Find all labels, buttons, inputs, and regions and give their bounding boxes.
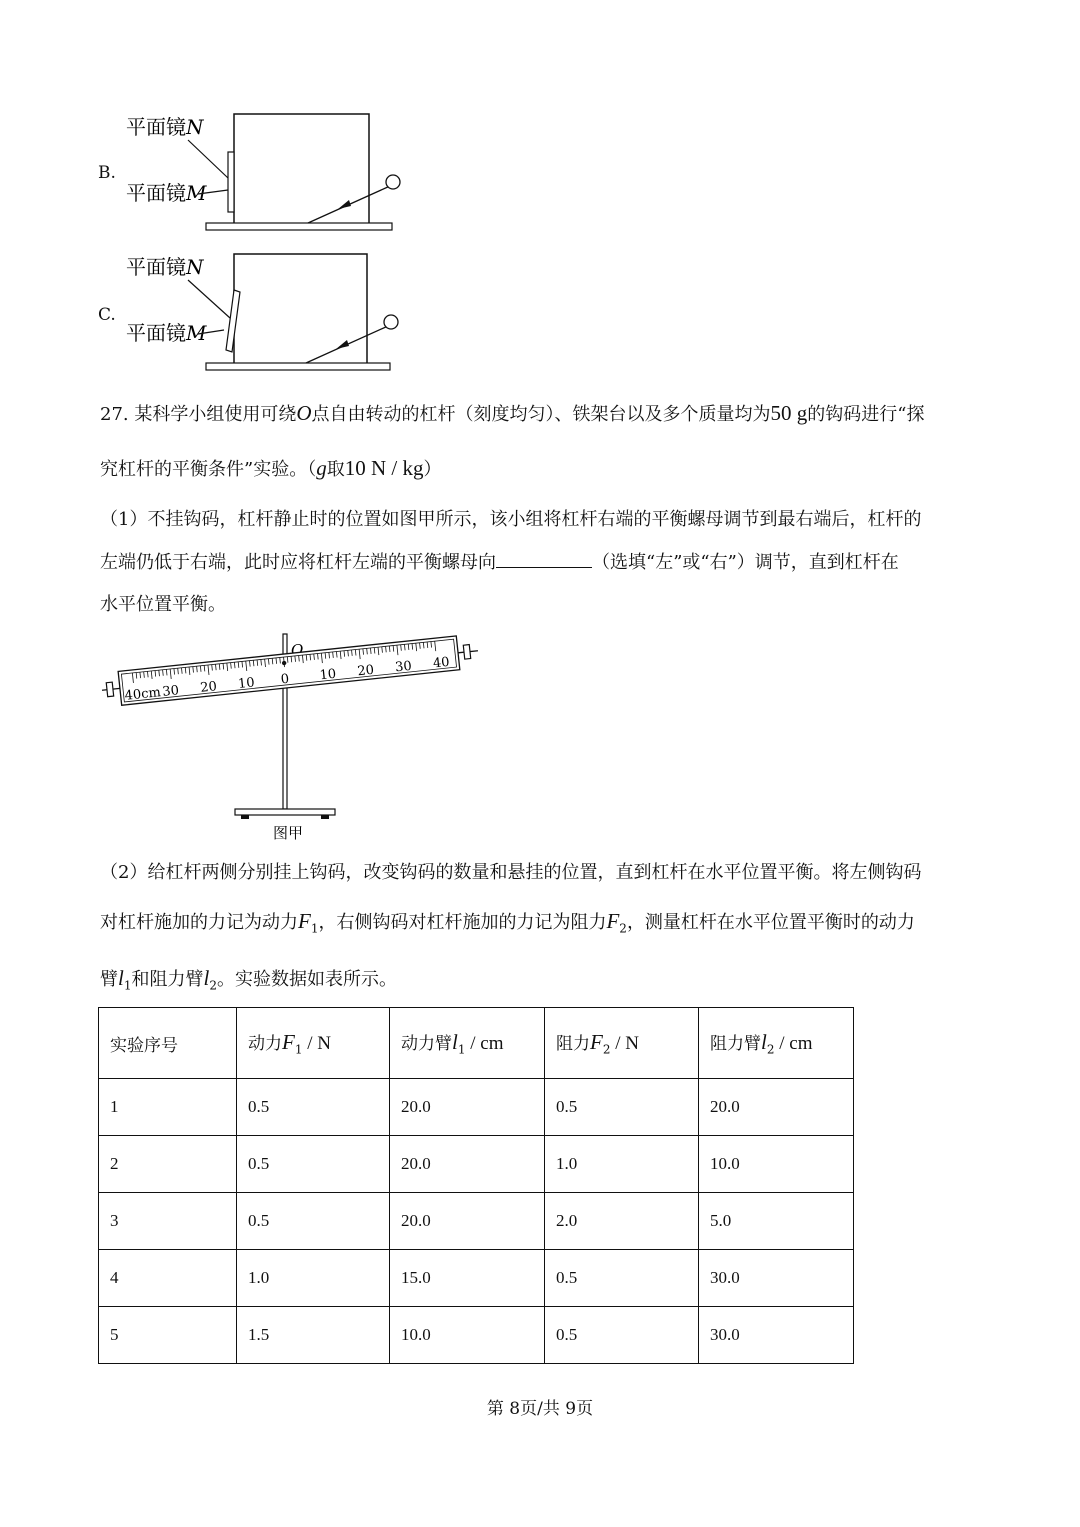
balance-nut-right — [463, 645, 470, 660]
scale-label-left-30: 30 — [161, 683, 180, 700]
mirror-n-label-c: 平面镜N — [126, 255, 204, 279]
scale-label-left-40cm: 40cm — [123, 685, 162, 704]
header-load-arm: 阻力臂$l_2$ / cm — [699, 1008, 854, 1079]
table-cell: 4 — [99, 1250, 237, 1307]
page-footer: 第 8页/共 9页 — [486, 1399, 594, 1419]
table-cell: 2 — [99, 1136, 237, 1193]
header-effort-arm: 动力臂$l_1$ / cm — [390, 1008, 545, 1079]
ray-arrow-b — [338, 200, 351, 209]
stand-foot-right — [321, 815, 329, 819]
pivot-label: O — [291, 641, 304, 659]
part1-line3: 水平位置平衡。 — [100, 594, 226, 615]
table-cell: 30.0 — [699, 1250, 854, 1307]
table-cell: 1.5 — [237, 1307, 390, 1364]
table-cell: 2.0 — [545, 1193, 699, 1250]
scale-label-left-10: 10 — [237, 675, 256, 692]
table-row — [99, 1079, 854, 1136]
table-cell: 1.0 — [237, 1250, 390, 1307]
scale-label-left-20: 20 — [199, 679, 218, 696]
ray-arrow-c — [336, 340, 349, 349]
question-number: 27. — [100, 404, 129, 425]
question-27-intro-line1: 27. 某科学小组使用可绕O点自由转动的杠杆（刻度均匀）、铁架台以及多个质量均为50 g的钩码进行“探 — [100, 401, 925, 425]
part2-line1: （2）给杠杆两侧分别挂上钩码，改变钩码的数量和悬挂的位置，直到杠杆在水平位置平衡。将左侧钩码 — [100, 862, 922, 883]
answer-blank[interactable] — [496, 553, 592, 568]
mirror-m-label-b: 平面镜M — [126, 181, 207, 205]
header-trial-no: 实验序号 — [99, 1008, 237, 1079]
table-cell: 20.0 — [390, 1193, 545, 1250]
figure-option-b — [120, 110, 410, 235]
experiment-data-table — [98, 1007, 854, 1364]
part1-line1: （1）不挂钩码，杠杆静止时的位置如图甲所示，该小组将杠杆右端的平衡螺母调节到最右端后，杠杆的 — [100, 509, 922, 530]
scale-label-right-20: 20 — [356, 662, 375, 680]
part2-line3: 臂$l_1$和阻力臂$l_2$。实验数据如表所示。 — [100, 966, 397, 993]
scale-label-right-30: 30 — [394, 658, 413, 676]
table-row — [99, 1307, 854, 1364]
mirror-n-label-b: 平面镜N — [126, 115, 204, 139]
table-row — [99, 1136, 854, 1193]
figure-lever — [95, 628, 490, 843]
scale-label-right-40: 40 — [432, 654, 451, 672]
table-cell: 0.5 — [237, 1193, 390, 1250]
leader-line-n-c — [188, 280, 230, 318]
box-c — [234, 254, 367, 365]
mirror-b — [228, 152, 234, 212]
table-cell: 1.0 — [545, 1136, 699, 1193]
table-header-row — [99, 1008, 854, 1079]
table-row — [99, 1193, 854, 1250]
table-cell: 20.0 — [390, 1136, 545, 1193]
leader-line-n-b — [188, 140, 228, 178]
table-cell: 10.0 — [699, 1136, 854, 1193]
option-c-label: C. — [98, 305, 116, 325]
table-cell: 30.0 — [699, 1307, 854, 1364]
base-plate-c — [206, 363, 390, 370]
part1-line2: 左端仍低于右端，此时应将杠杆左端的平衡螺母向 （选填“左”或“右”）调节，直到杠杆在 — [100, 552, 899, 573]
table-cell: 5 — [99, 1307, 237, 1364]
stand-base — [235, 809, 335, 815]
table-cell: 15.0 — [390, 1250, 545, 1307]
lever-bar — [100, 634, 479, 707]
table-cell: 0.5 — [545, 1079, 699, 1136]
base-plate-b — [206, 223, 392, 230]
light-source-b — [386, 175, 400, 189]
table-cell: 0.5 — [545, 1307, 699, 1364]
table-cell: 20.0 — [699, 1079, 854, 1136]
scale-label-right-10: 10 — [318, 666, 337, 684]
scale-label-zero: 0 — [280, 671, 290, 688]
light-source-c — [384, 315, 398, 329]
figure-caption: 图甲 — [273, 824, 304, 842]
stand-foot-left — [241, 815, 249, 819]
mirror-m-label-c: 平面镜M — [126, 321, 207, 345]
header-load-force: 阻力$F_2$ / N — [545, 1008, 699, 1079]
table-cell: 5.0 — [699, 1193, 854, 1250]
header-effort-force: 动力$F_1$ / N — [237, 1008, 390, 1079]
table-cell: 1 — [99, 1079, 237, 1136]
box-b — [234, 114, 369, 225]
question-27-intro-line2: 究杠杆的平衡条件”实验。（g取10 N / kg） — [100, 456, 442, 480]
table-cell: 0.5 — [545, 1250, 699, 1307]
table-cell: 3 — [99, 1193, 237, 1250]
table-row — [99, 1250, 854, 1307]
table-cell: 10.0 — [390, 1307, 545, 1364]
table-cell: 20.0 — [390, 1079, 545, 1136]
mirror-c — [226, 290, 240, 352]
table-cell: 0.5 — [237, 1079, 390, 1136]
option-b-label: B. — [98, 163, 116, 183]
balance-nut-left — [106, 682, 113, 697]
table-cell: 0.5 — [237, 1136, 390, 1193]
part2-line2: 对杠杆施加的力记为动力$F_1$，右侧钩码对杠杆施加的力记为阻力$F_2$，测量杠杆在水平位置平衡时的动力 — [100, 909, 915, 936]
figure-option-c — [120, 250, 410, 375]
